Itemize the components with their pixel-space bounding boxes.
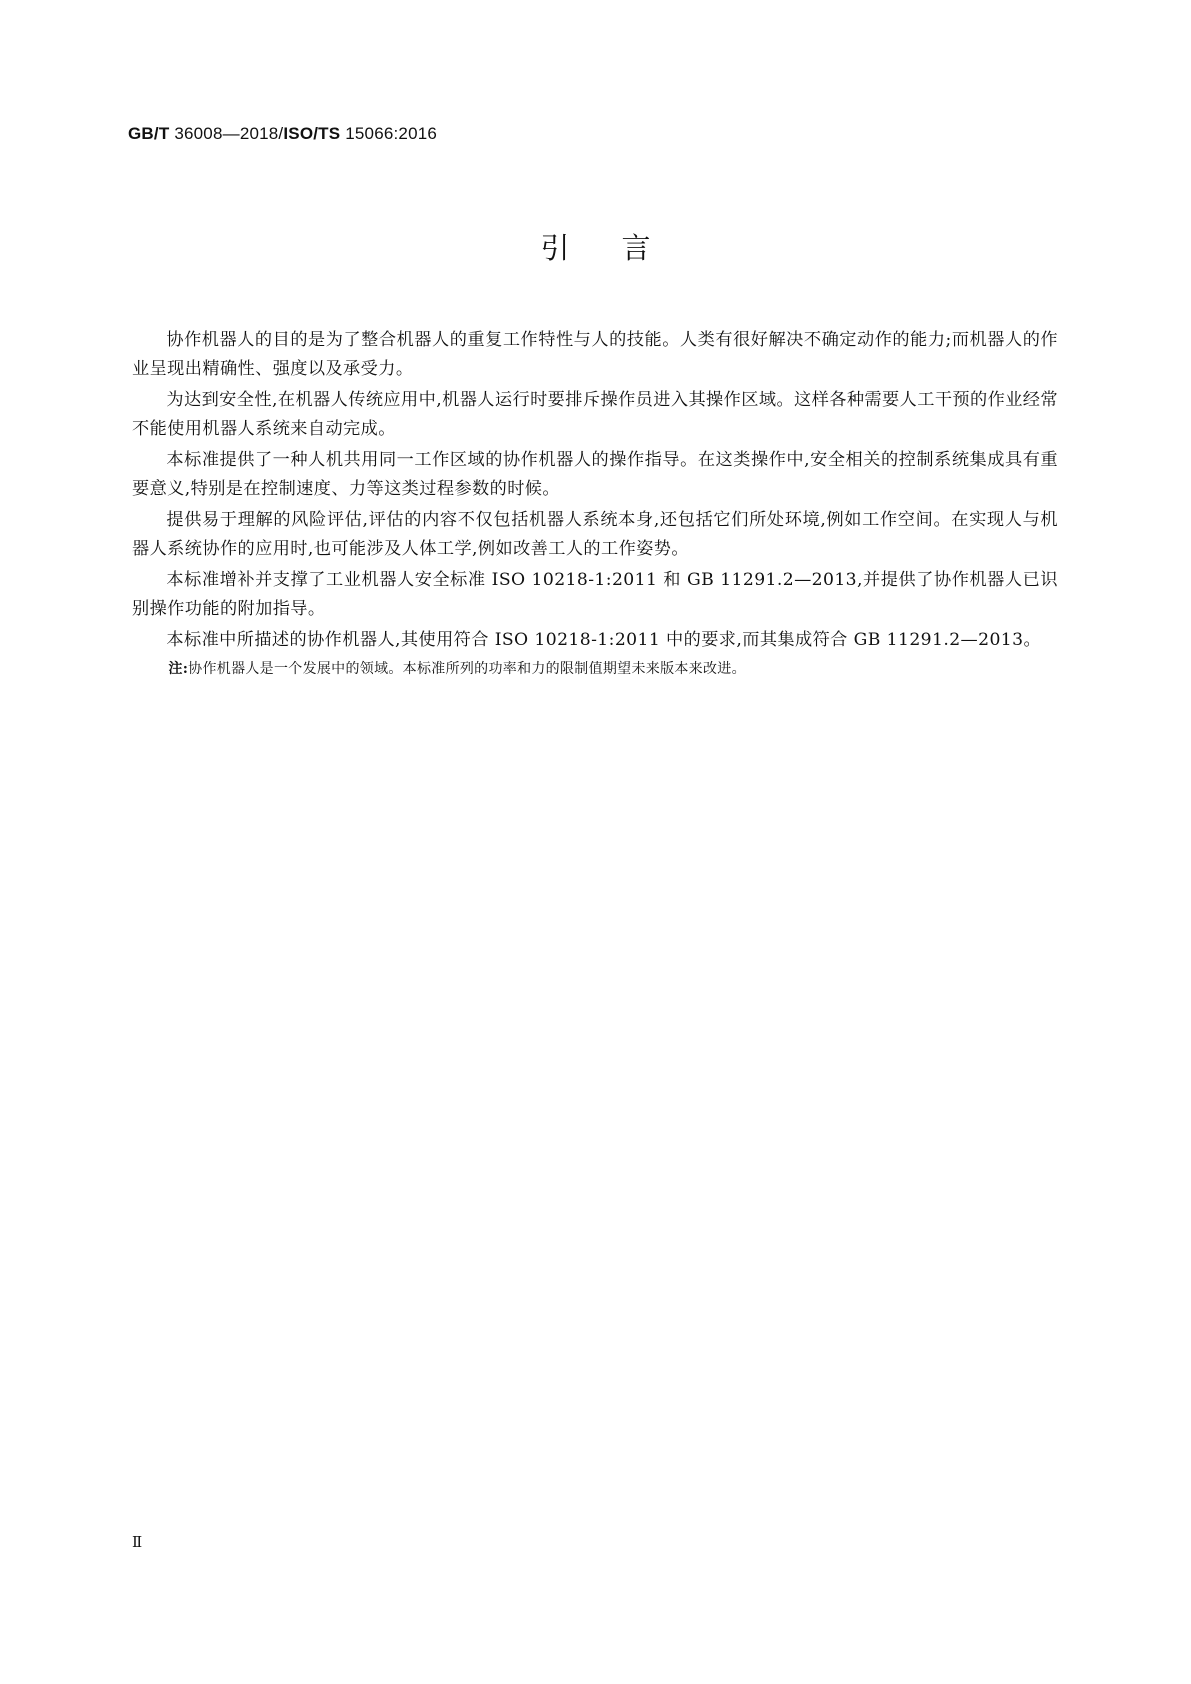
standard-code-header [128, 124, 437, 144]
standard-number: 36008—2018/ [169, 124, 284, 143]
note [132, 658, 1058, 680]
paragraph-6: 本标准中所描述的协作机器人,其使用符合 ISO 10218-1:2011 中的要求,而其集成符合 GB 11291.2—2013。 [166, 630, 1042, 650]
iso-prefix: ISO/TS [283, 124, 341, 143]
paragraph-1: 协作机器人的目的是为了整合机器人的重复工作特性与人的技能。人类有很好解决不确定动作的能力;而机器人的作业呈现出精确性、强度以及承受力。 [132, 330, 1058, 379]
paragraph-2: 为达到安全性,在机器人传统应用中,机器人运行时要排斥操作员进入其操作区域。这样各种需要人工干预的作业经常不能使用机器人系统来自动完成。 [132, 390, 1058, 439]
paragraph-3: 本标准提供了一种人机共用同一工作区域的协作机器人的操作指导。在这类操作中,安全相关的控制系统集成具有重要意义,特别是在控制速度、力等这类过程参数的时候。 [132, 450, 1058, 499]
note-label: 注: [168, 661, 189, 677]
page-number: Ⅱ [132, 1535, 143, 1551]
paragraph-4: 提供易于理解的风险评估,评估的内容不仅包括机器人系统本身,还包括它们所处环境,例如工作空间。在实现人与机器人系统协作的应用时,也可能涉及人体工学,例如改善工人的工作姿势。 [132, 510, 1058, 559]
standard-prefix: GB/T [128, 124, 170, 143]
introduction-body [132, 326, 1058, 680]
note-text: 协作机器人是一个发展中的领域。本标准所列的功率和力的限制值期望未来版本来改进。 [188, 661, 746, 677]
iso-number: 15066:2016 [340, 124, 438, 143]
page-title: 引言 [540, 231, 703, 265]
paragraph-5: 本标准增补并支撑了工业机器人安全标准 ISO 10218-1:2011 和 GB 11291.2—2013,并提供了协作机器人已识别操作功能的附加指导。 [132, 570, 1058, 619]
